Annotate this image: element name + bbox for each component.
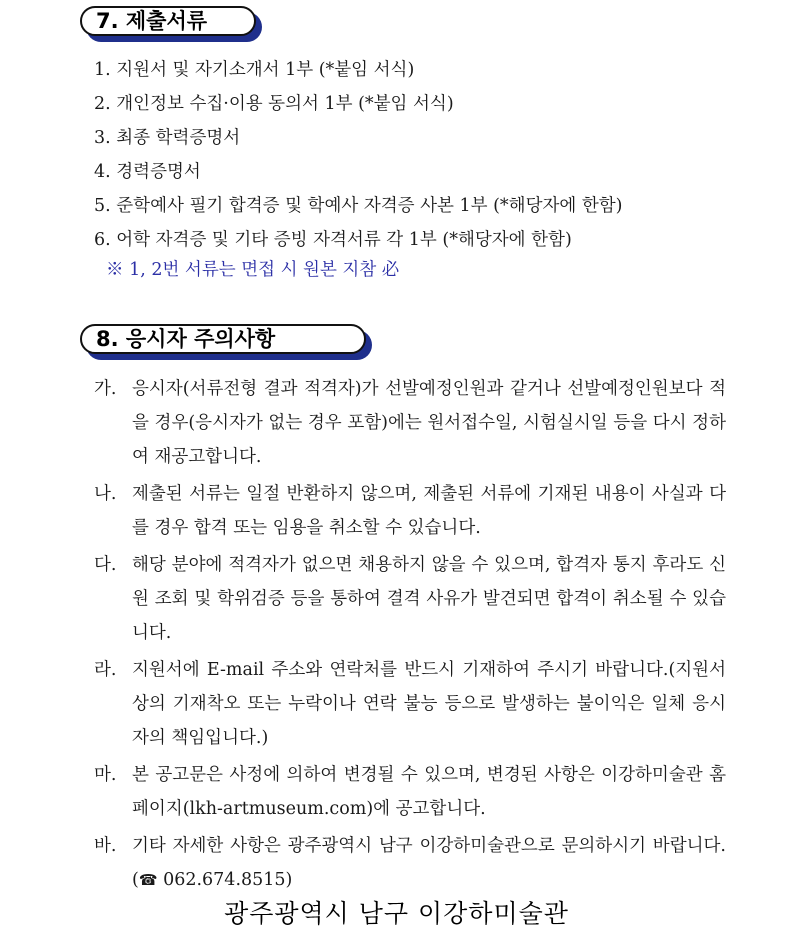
contact-text: 기타 자세한 사항은 광주광역시 남구 이강하미술관으로 문의하시기 바랍니다. ( (132, 836, 726, 890)
phone-number: 062.674.8515) (157, 870, 293, 890)
list-item (94, 548, 726, 650)
item-marker: 나. (94, 484, 117, 504)
item-marker: 마. (94, 765, 117, 785)
item-text: 본 공고문은 사정에 의하여 변경될 수 있으며, 변경된 사항은 이강하미술관 홈페이지(lkh-artmuseum.com)에 공고합니다. (132, 765, 726, 819)
list-item (94, 372, 726, 474)
list-item (94, 758, 726, 826)
list-item (94, 653, 726, 755)
list-item (94, 477, 726, 545)
list-item (94, 829, 726, 897)
list-item: 3. 최종 학력증명서 (94, 128, 241, 148)
item-marker: 다. (94, 555, 117, 575)
item-marker: 바. (94, 836, 117, 856)
phone-icon: ☎ (138, 871, 158, 889)
list-item: 5. 준학예사 필기 합격증 및 학예사 자격증 사본 1부 (*해당자에 한함) (94, 196, 623, 216)
required-documents-list (94, 56, 623, 260)
applicant-notice-list (94, 372, 726, 900)
footer-organization: 광주광역시 남구 이강하미술관 (224, 899, 569, 928)
item-text: 제출된 서류는 일절 반환하지 않으며, 제출된 서류에 기재된 내용이 사실과 다를 경우 합격 또는 임용을 취소할 수 있습니다. (132, 484, 726, 538)
list-item: 2. 개인정보 수집·이용 동의서 1부 (*붙임 서식) (94, 94, 454, 114)
item-text: 응시자(서류전형 결과 적격자)가 선발예정인원과 같거나 선발예정인원보다 적을 경우(응시자가 없는 경우 포함)에는 원서접수일, 시험실시일 등을 다시 정하여 재공고합니다. (132, 379, 726, 467)
list-item: 1. 지원서 및 자기소개서 1부 (*붙임 서식) (94, 60, 415, 80)
item-marker: 라. (94, 660, 117, 680)
item-marker: 가. (94, 379, 117, 399)
section-7-header (80, 6, 262, 42)
item-text: 지원서에 E-mail 주소와 연락처를 반드시 기재하여 주시기 바랍니다.(지원서 상의 기재착오 또는 누락이나 연락 불능 등으로 발생하는 불이익은 일체 응시자의 책임입니다.) (132, 660, 726, 748)
section-8-header (80, 324, 372, 360)
list-item: 4. 경력증명서 (94, 162, 201, 182)
section-7-title: 7. 제출서류 (80, 6, 256, 36)
item-text: 해당 분야에 적격자가 없으면 채용하지 않을 수 있으며, 합격자 통지 후라도 신원 조회 및 학위검증 등을 통하여 결격 사유가 발견되면 합격이 취소될 수 있습니다. (132, 555, 726, 643)
original-documents-note: ※ 1, 2번 서류는 면접 시 원본 지참 必 (106, 260, 400, 280)
item-text (132, 829, 726, 897)
section-8-title: 8. 응시자 주의사항 (80, 324, 366, 354)
list-item: 6. 어학 자격증 및 기타 증빙 자격서류 각 1부 (*해당자에 한함) (94, 230, 572, 250)
